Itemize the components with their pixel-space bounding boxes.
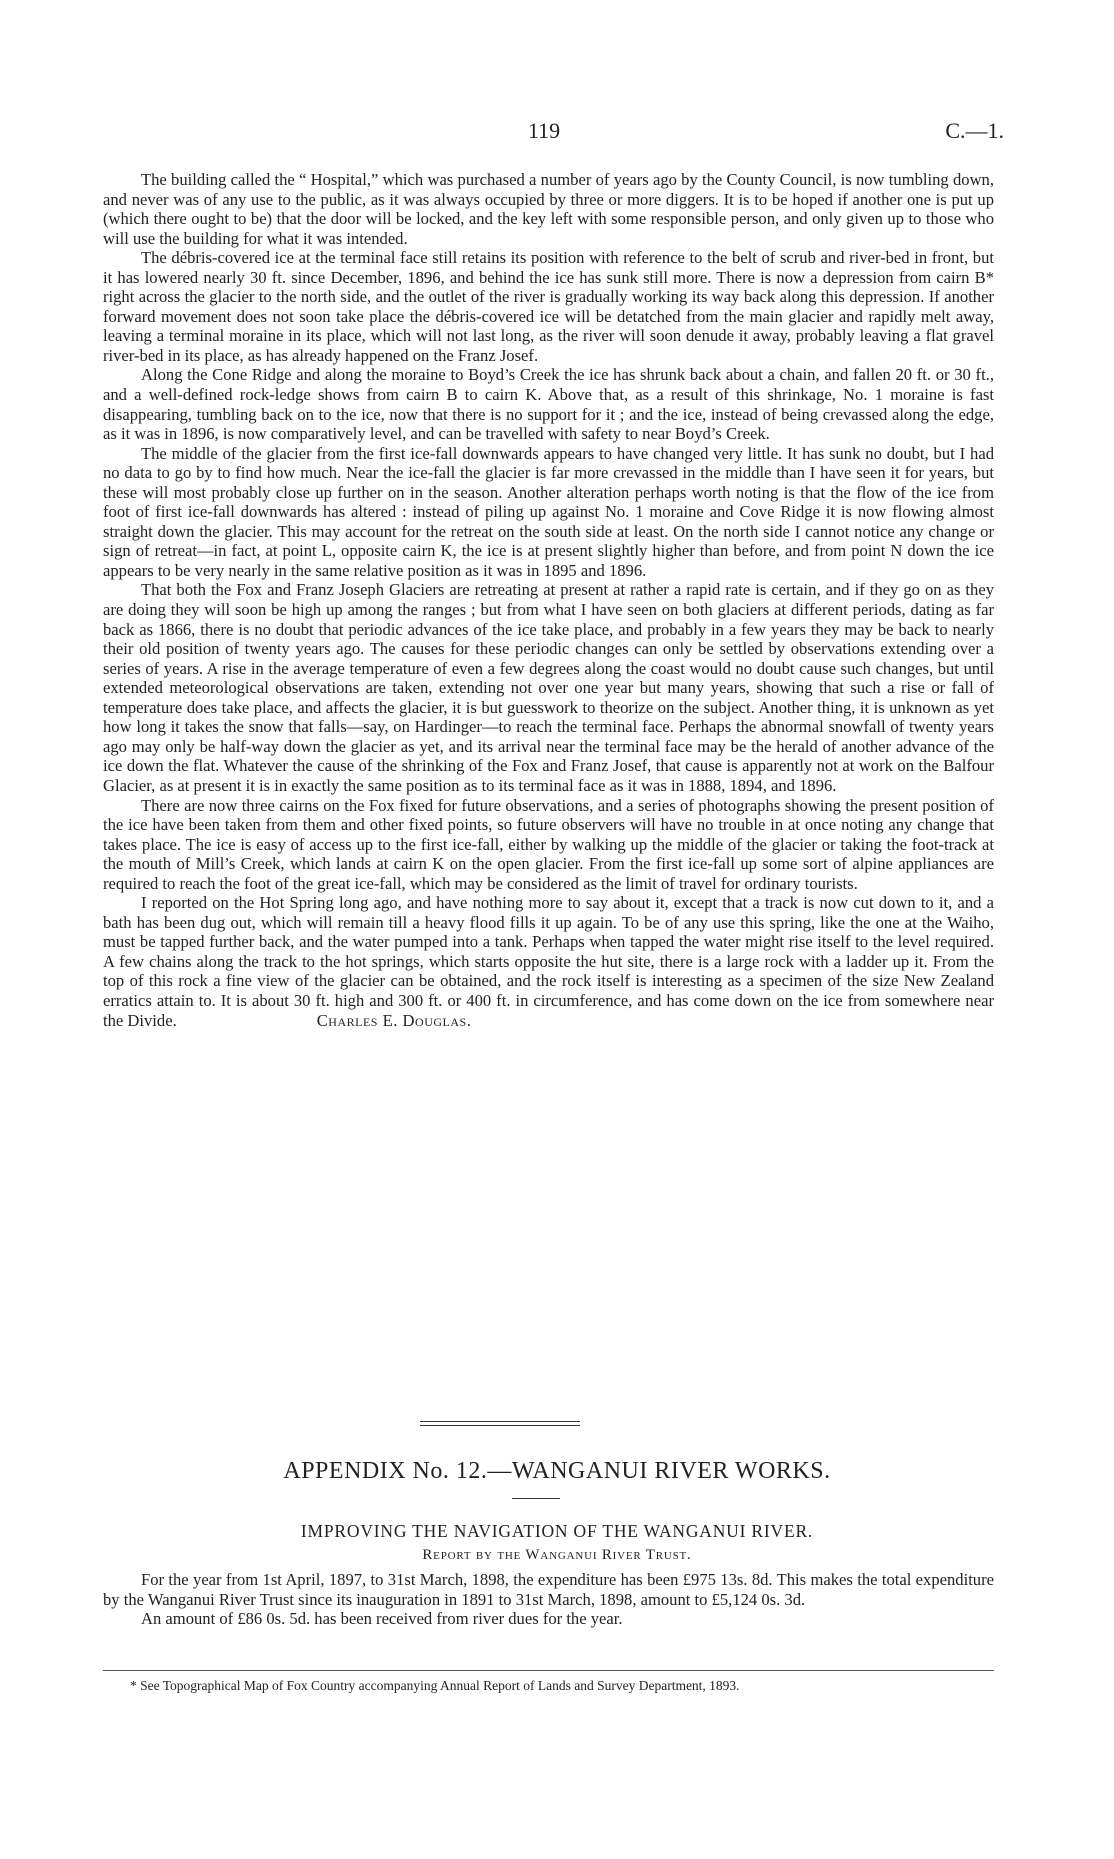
page-header	[0, 118, 1114, 148]
title-rule	[512, 1498, 560, 1499]
paragraph-terminal-face: The débris-covered ice at the terminal face still retains its position with reference to the belt of scrub and river-bed in front, but it has lowered nearly 30 ft. since December, 1896, and behind the ice has sunk still more. There is now a depression from cairn B* right across the glacier to the north side, and the outlet of the river is gradually working its way back along this depression. If another forward movement does not soon take place the débris-covered ice will be detatched from the main glacier and rapidly melt away, leaving a terminal moraine in its place, which will not last long, as the river will soon denude it away, probably leaving a flat gravel river-bed in its place, as has already happened on the Franz Josef.	[103, 248, 994, 365]
section-subtitle: Report by the Wanganui River Trust.	[422, 1547, 692, 1563]
paragraph-expenditure: For the year from 1st April, 1897, to 31st March, 1898, the expenditure has been £975 13s. 8d. This makes the total expenditure by the Wanganui River Trust since its inauguration in 1891 to 31st March, 1898, amount to £5,124 0s. 3d.	[103, 1570, 994, 1609]
appendix-body	[103, 1570, 994, 1629]
paragraph-hospital: The building called the “ Hospital,” which was purchased a number of years ago by the County Council, is now tumbling down, and never was of any use to the public, as it was always occupied by three or more diggers. It is to be hoped if another one is put up (which there ought to be) that the door will be locked, and the key left with some responsible person, and only given up to those who will use the building for what it was intended.	[103, 170, 994, 248]
hot-spring-text: I reported on the Hot Spring long ago, and have nothing more to say about it, except that a track is now cut down to it, and a bath has been dug out, which will remain till a heavy flood fills it up again. To be of any use this spring, like the one at the Waiho, must be tapped further back, and the water pumped into a tank. Perhaps when tapped the water might rise itself to the level required. A few chains along the track to the hot springs, which starts opposite the hut site, there is a large rock with a ladder up it. From the top of this rock a fine view of the glacier can be obtained, and the rock itself is interesting as a specimen of the size New Zealand erratics attain to. It is about 30 ft. high and 300 ft. or 400 ft. in circumference, and has come down on the ice from somewhere near the Divide.	[103, 893, 994, 1030]
paragraph-glaciers-retreating: That both the Fox and Franz Joseph Glaciers are retreating at present at rather a rapid rate is certain, and if they go on as they are doing they will soon be high up among the ranges ; but from what I have seen on both glaciers at different periods, dating as far back as 1866, there is no doubt that periodic advances of the ice take place, and probably in a few years they may be back to nearly their old position of twenty years ago. The causes for these periodic changes can only be settled by observations extending over a series of years. A rise in the average temperature of even a few degrees along the coast would no doubt cause such changes, but until extended meteorological observations are taken, extending not over one year but many years, showing that such a rise or fall of temperature does take place, and affects the glacier, it is but guesswork to theorize on the subject. Another thing, it is unknown as yet how long it takes the snow that falls—say, on Hardinger—to reach the terminal face. Perhaps the abnormal snowfall of twenty years ago may only be half-way down the glacier as yet, and its arrival near the terminal face may be the herald of another advance of the ice down the flat. Whatever the cause of the shrinking of the Fox and Franz Josef, that cause is apparently not at work on the Balfour Glacier, as at present it is in exactly the same position as to its terminal face as it was in 1888, 1894, and 1896.	[103, 580, 994, 795]
paragraph-river-dues: An amount of £86 0s. 5d. has been received from river dues for the year.	[141, 1609, 623, 1629]
footnote-rule	[103, 1670, 994, 1671]
paragraph-glacier-middle: The middle of the glacier from the first ice-fall downwards appears to have changed very little. It has sunk no doubt, but I had no data to go by to find how much. Near the ice-fall the glacier is far more crevassed in the middle than I have seen it for years, but these will most probably close up further on in the season. Another alteration perhaps worth noting is that the flow of the ice from foot of first ice-fall downwards has altered : instead of piling up against No. 1 moraine and Cove Ridge it is now flowing almost straight down the glacier. This may account for the retreat on the south side at least. On the north side I cannot notice any change or sign of retreat—in fact, at point L, opposite cairn K, the ice is at present slightly higher than before, and from point N down the ice appears to be very nearly in the same relative position as it was in 1895 and 1896.	[103, 443, 994, 580]
appendix-title: APPENDIX No. 12.—WANGANUI RIVER WORKS.	[283, 1458, 831, 1484]
report-body	[103, 170, 994, 1030]
section-title: IMPROVING THE NAVIGATION OF THE WANGANUI RIVER.	[300, 1521, 814, 1541]
document-reference: C.—1.	[945, 118, 1004, 143]
section-divider	[420, 1421, 580, 1426]
paragraph-cairns: There are now three cairns on the Fox fixed for future observations, and a series of photographs showing the present position of the ice have been taken from them and other fixed points, so future observers will have no trouble in at once noting any change that takes place. The ice is easy of access up to the first ice-fall, either by walking up the middle of the glacier or taking the foot-track at the mouth of Mill’s Creek, which lands at cairn K on the open glacier. From the first ice-fall up some sort of alpine appliances are required to reach the foot of the great ice-fall, which may be considered as the limit of travel for ordinary tourists.	[103, 795, 994, 893]
footnote: * See Topographical Map of Fox Country accompanying Annual Report of Lands and Survey Department, 1893.	[130, 1678, 740, 1693]
paragraph-hot-spring	[103, 893, 994, 1030]
signature: Charles E. Douglas.	[316, 1010, 472, 1030]
paragraph-cone-ridge: Along the Cone Ridge and along the moraine to Boyd’s Creek the ice has shrunk back about a chain, and fallen 20 ft. or 30 ft., and a well-defined rock-ledge shows from cairn B to cairn K. Above that, as a result of this shrinkage, No. 1 moraine is fast disappearing, tumbling back on to the ice, now that there is no support for it ; and the ice, instead of being crevassed along the edge, as it was in 1896, is now comparatively level, and can be travelled with safety to near Boyd’s Creek.	[103, 365, 994, 444]
page-number: 119	[528, 118, 561, 143]
